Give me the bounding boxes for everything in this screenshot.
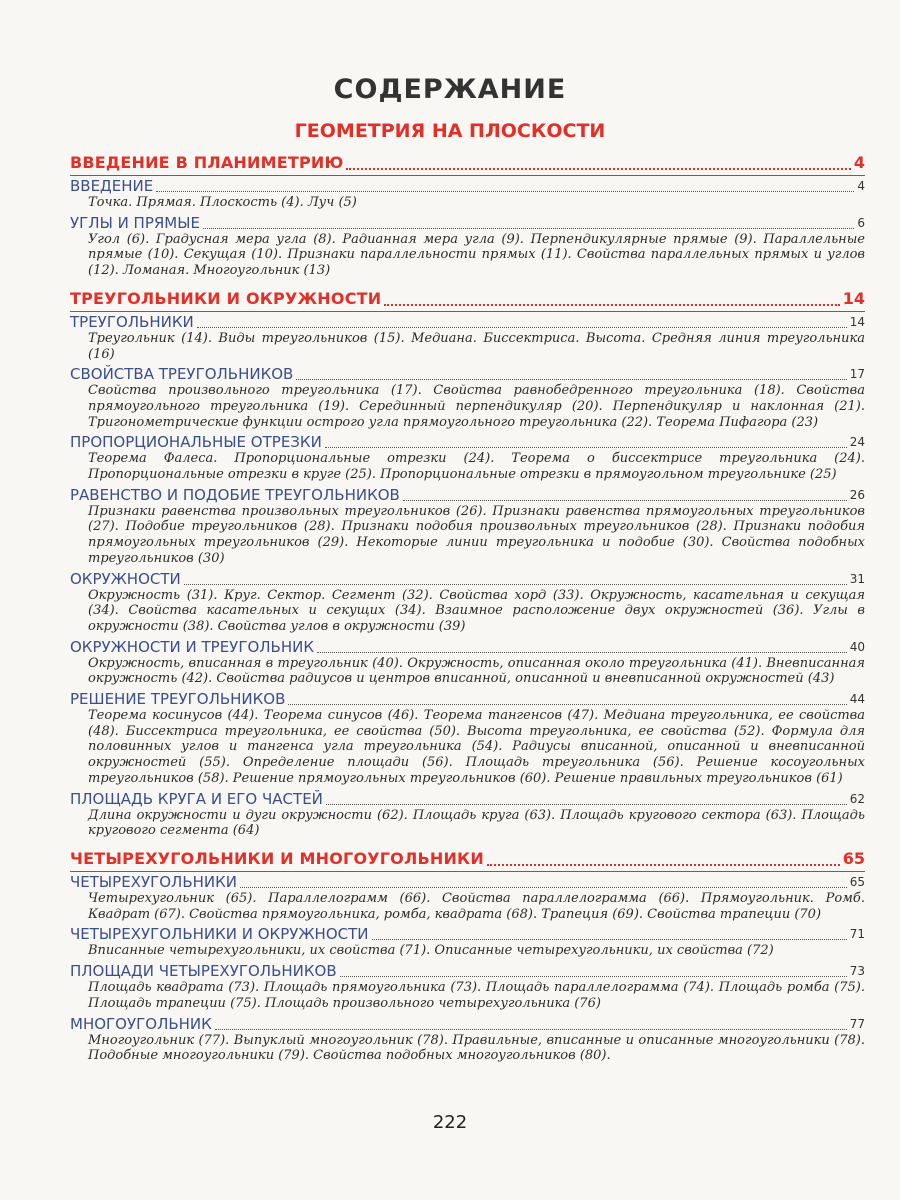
- part-page-number: 65: [842, 848, 865, 868]
- toc-chapter-heading[interactable]: [70, 178, 865, 195]
- chapter-page-number: 14: [849, 314, 865, 329]
- toc-chapter-heading[interactable]: [70, 639, 865, 656]
- chapter-topics: Точка. Прямая. Плоскость (4). Луч (5): [88, 195, 357, 210]
- chapter-page-number: 17: [849, 367, 865, 382]
- dot-leader: [384, 304, 839, 306]
- toc-part-heading[interactable]: [70, 288, 865, 310]
- chapter-title: РЕШЕНИЕ ТРЕУГОЛЬНИКОВ: [70, 690, 286, 709]
- chapter-topics: Многоугольник (77). Выпуклый многоугольник (78). Правильные, вписанные и описанные многоугольники (78). Подобные многоугольники (79). Свойства подобных многоугольников (80).: [88, 1032, 865, 1064]
- chapter-page-number: 4: [857, 179, 865, 193]
- toc-part: [70, 848, 865, 1064]
- chapter-title: ТРЕУГОЛЬНИКИ: [70, 312, 194, 331]
- part-divider: [70, 871, 865, 872]
- toc-chapter-heading[interactable]: [70, 487, 865, 504]
- toc-part: [70, 152, 865, 279]
- dot-leader: [240, 887, 847, 888]
- chapter-topics: Окружность (31). Круг. Сектор. Сегмент (32). Свойства хорд (33). Окружность, касательная и секущая (34). Свойства касательных и секущих (34). Взаимное расположение двух окружностей (36). Углы в окружности (38). Свойства углов в окружности (39): [88, 587, 865, 634]
- part-page-number: 14: [842, 288, 865, 308]
- chapter-page-number: 26: [849, 487, 865, 502]
- dot-leader: [296, 379, 846, 380]
- toc-chapter-heading[interactable]: [70, 791, 865, 808]
- chapter-page-number: 44: [849, 692, 865, 707]
- dot-leader: [403, 500, 847, 501]
- chapter-title: ОКРУЖНОСТИ: [70, 569, 181, 588]
- chapter-topics: Окружность, вписанная в треугольник (40). Окружность, описанная около треугольника (41). Вневписанная окружность (42). Свойства радиусов и центров вписанной, описанной и вневписанной окружностей (43): [88, 655, 865, 687]
- dot-leader: [215, 1029, 847, 1030]
- page-number: 222: [432, 1112, 468, 1133]
- chapter-title: ПЛОЩАДЬ КРУГА И ЕГО ЧАСТЕЙ: [70, 789, 323, 808]
- dot-leader: [184, 584, 847, 585]
- chapter-topics: Теорема косинусов (44). Теорема синусов (46). Теорема тангенсов (47). Медиана треугольника, ее свойства (48). Биссектриса треугольника, ее свойства (50). Высота треугольника, ее свойства (52). Формула для половинных углов и тангенса угла треугольника (54). Радиусы вписанной, описанной и вневписанной окружностей (55). Определение площади (56). Площадь треугольника (56). Решение косоугольных треугольников (58). Решение прямоугольных треугольников (60). Решение правильных треугольников (61): [88, 708, 865, 786]
- toc-chapter-heading[interactable]: [70, 926, 865, 943]
- part-title: ЧЕТЫРЕХУГОЛЬНИКИ И МНОГОУГОЛЬНИКИ: [70, 848, 484, 868]
- chapter-page-number: 24: [849, 435, 865, 450]
- toc-chapter-heading[interactable]: [70, 571, 865, 588]
- chapter-title: МНОГОУГОЛЬНИК: [70, 1014, 212, 1033]
- dot-leader: [340, 976, 847, 977]
- dot-leader: [346, 168, 850, 170]
- chapter-title: УГЛЫ И ПРЯМЫЕ: [70, 213, 200, 232]
- dot-leader: [487, 864, 840, 866]
- chapter-title: РАВЕНСТВО И ПОДОБИЕ ТРЕУГОЛЬНИКОВ: [70, 485, 400, 504]
- chapter-title: ОКРУЖНОСТИ И ТРЕУГОЛЬНИК: [70, 637, 314, 656]
- table-of-contents: [70, 152, 865, 1064]
- chapter-title: ПЛОЩАДИ ЧЕТЫРЕХУГОЛЬНИКОВ: [70, 962, 337, 981]
- dot-leader: [317, 652, 847, 653]
- chapter-title: ЧЕТЫРЕХУГОЛЬНИКИ И ОКРУЖНОСТИ: [70, 925, 369, 944]
- chapter-topics: Треугольник (14). Виды треугольников (15). Медиана. Биссектриса. Высота. Средняя линия треугольника (16): [88, 330, 865, 362]
- toc-chapter-heading[interactable]: [70, 963, 865, 980]
- part-title: ТРЕУГОЛЬНИКИ И ОКРУЖНОСТИ: [70, 288, 382, 308]
- dot-leader: [372, 939, 847, 940]
- toc-chapter-heading[interactable]: [70, 874, 865, 891]
- part-page-number: 4: [853, 153, 865, 172]
- chapter-page-number: 62: [849, 791, 865, 806]
- toc-part: [70, 288, 865, 839]
- dot-leader: [325, 447, 847, 448]
- page-title: СОДЕРЖАНИЕ: [333, 74, 567, 105]
- chapter-title: ПРОПОРЦИОНАЛЬНЫЕ ОТРЕЗКИ: [70, 433, 322, 452]
- chapter-page-number: 40: [849, 639, 865, 654]
- toc-chapter-heading[interactable]: [70, 1016, 865, 1033]
- chapter-topics: Площадь квадрата (73). Площадь прямоугольника (73). Площадь параллелограмма (74). Площадь ромба (75). Площадь трапеции (75). Площадь произвольного четырехугольника (76): [88, 980, 865, 1011]
- chapter-topics: Угол (6). Градусная мера угла (8). Радианная мера угла (9). Перпендикулярные прямые (9). Параллельные прямые (10). Секущая (10). Признаки параллельности прямых (11). Свойства параллельных прямых и углов (12). Ломаная. Многоугольник (13): [88, 231, 865, 279]
- chapter-title: ЧЕТЫРЕХУГОЛЬНИКИ: [70, 872, 237, 891]
- chapter-title: СВОЙСТВА ТРЕУГОЛЬНИКОВ: [70, 365, 294, 384]
- part-divider: [70, 175, 865, 176]
- dot-leader: [326, 804, 847, 805]
- toc-part-heading[interactable]: [70, 848, 865, 870]
- chapter-page-number: 65: [849, 874, 865, 889]
- chapter-topics: Длина окружности и дуги окружности (62). Площадь круга (63). Площадь кругового сектора (63). Площадь кругового сегмента (64): [88, 807, 865, 839]
- chapter-page-number: 6: [857, 215, 865, 230]
- toc-chapter-heading[interactable]: [70, 434, 865, 451]
- chapter-topics: Свойства произвольного треугольника (17). Свойства равнобедренного треугольника (18). Свойства прямоугольного треугольника (19). Серединный перпендикуляр (20). Перпендикуляр и наклонная (21). Тригонометрические функции острого угла прямоугольного треугольника (22). Теорема Пифагора (23): [88, 383, 865, 430]
- toc-chapter-heading[interactable]: [70, 314, 865, 331]
- toc-chapter-heading[interactable]: [70, 691, 865, 708]
- dot-leader: [288, 704, 846, 705]
- chapter-topics: Теорема Фалеса. Пропорциональные отрезки (24). Теорема о биссектрисе треугольника (24). Пропорциональные отрезки в круге (25). Пропорциональные отрезки в прямоугольном треугольнике (25): [88, 451, 865, 483]
- dot-leader: [156, 191, 854, 192]
- toc-part-heading[interactable]: [70, 152, 865, 174]
- chapter-page-number: 77: [849, 1016, 865, 1031]
- chapter-topics: Вписанные четырехугольники, их свойства (71). Описанные четырехугольники, их свойства (72): [88, 943, 774, 959]
- chapter-page-number: 71: [849, 927, 865, 942]
- part-divider: [70, 311, 865, 312]
- chapter-page-number: 73: [849, 964, 865, 979]
- chapter-page-number: 31: [849, 571, 865, 586]
- dot-leader: [203, 228, 854, 229]
- chapter-title: ВВЕДЕНИЕ: [70, 177, 154, 195]
- section-subtitle: ГЕОМЕТРИЯ НА ПЛОСКОСТИ: [294, 120, 606, 142]
- chapter-topics: Четырехугольник (65). Параллелограмм (66). Свойства параллелограмма (66). Прямоугольник. Ромб. Квадрат (67). Свойства прямоугольника, ромба, квадрата (68). Трапеция (69). Свойства трапеции (70): [88, 890, 865, 922]
- toc-chapter-heading[interactable]: [70, 215, 865, 232]
- dot-leader: [197, 327, 847, 328]
- chapter-topics: Признаки равенства произвольных треугольников (26). Признаки равенства прямоугольных треугольников (27). Подобие треугольников (28). Признаки подобия произвольных треугольников (28). Признаки подобия прямоугольных треугольников (29). Некоторые линии треугольника и подобие (30). Свойства подобных треугольников (30): [88, 503, 865, 566]
- part-title: ВВЕДЕНИЕ В ПЛАНИМЕТРИЮ: [70, 153, 344, 172]
- toc-chapter-heading[interactable]: [70, 366, 865, 383]
